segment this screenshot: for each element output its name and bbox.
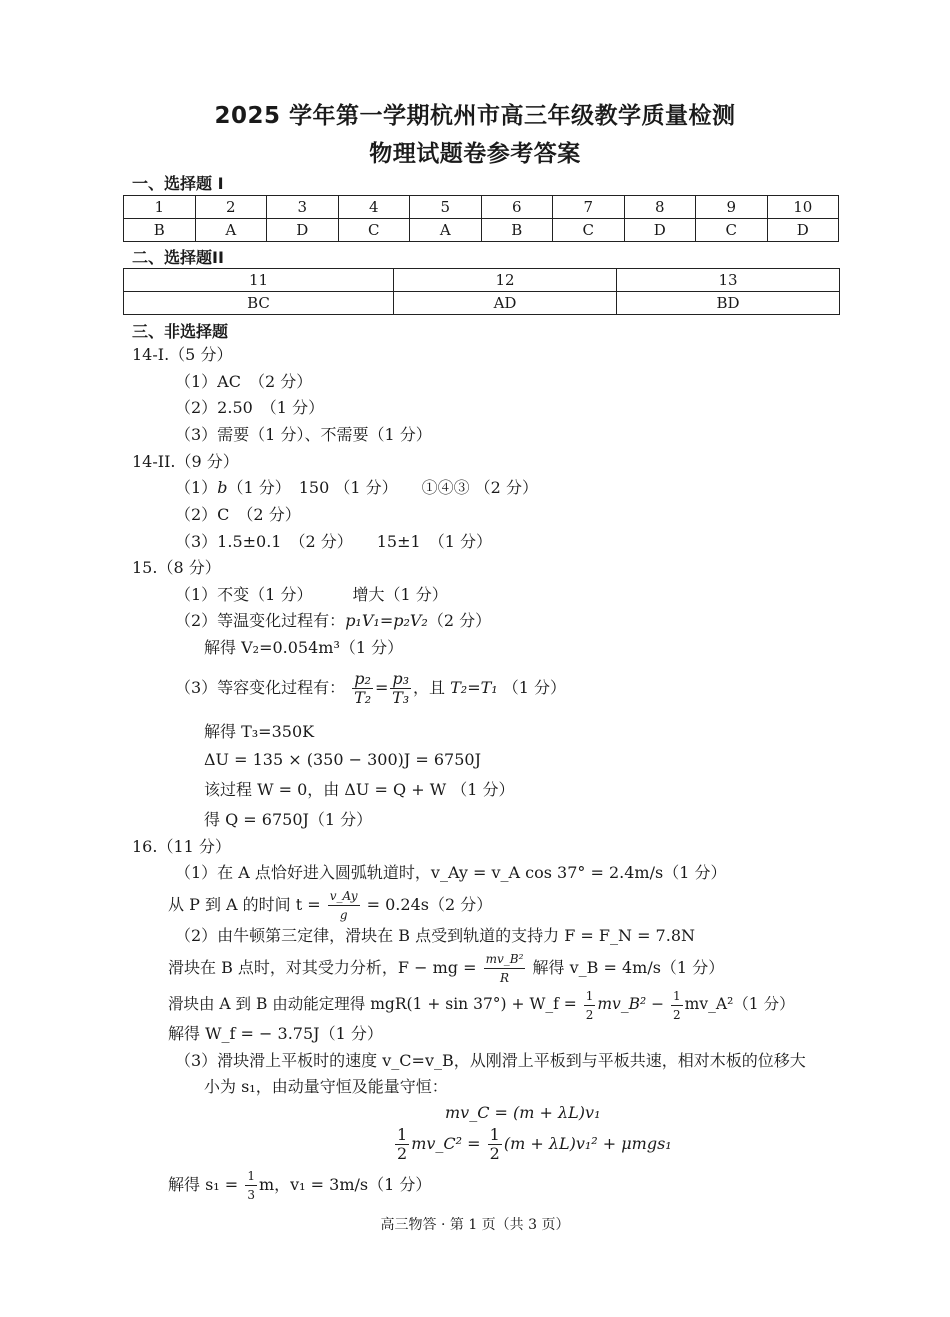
frac-denominator: 2 [489,1144,500,1163]
mc2-answer-table [123,268,840,315]
q15-line2 [175,611,491,631]
answer-cell: C [696,219,768,242]
q16-line11-pre: 解得 s₁ = [168,1175,239,1194]
question-number-cell: 7 [553,196,625,219]
question-number-cell: 5 [410,196,482,219]
q16-line5-post: mv_A²（1 分） [684,995,795,1013]
q15-line4: （3）等容变化过程有： $\frac{\text{p₂}}{\text{T₂}}$ = $\frac{\text{p₃}}{\text{T₃}}$ ，且 T₂=T₁ （1 分） [175,669,567,707]
q15-line3-pre: 解得 [204,638,237,657]
q15-line4-score: （1 分） [502,678,567,697]
q16-fraction-half [395,1126,409,1163]
q14-2-line1-pre: （1） [175,478,218,497]
q14-2-line2: （2）C （2 分） [175,505,301,524]
q16-heading: 16.（11 分） [132,837,231,856]
q16-line6: 解得 W_f = − 3.75J（1 分） [168,1024,383,1043]
q16-fraction-half [671,987,683,1024]
q16-line5-mid: mv_B² − [597,995,665,1013]
q16-line5-pre: 滑块由 A 到 B 由动能定理得 mgR(1 + sin 37°) + W_f = [168,995,577,1013]
answer-cell: D [767,219,839,242]
q15-line2-score: （2 分） [427,611,492,630]
frac-denominator: 2 [585,1007,594,1022]
q14-2-heading: 14-II.（9 分） [132,452,239,471]
frac-denominator: 2 [397,1144,408,1163]
page-title: 2025 学年第一学期杭州市高三年级教学质量检测 [214,103,736,129]
answer-cell: A [195,219,267,242]
q15-line1: （1）不变（1 分） 增大（1 分） [175,585,448,604]
q16-line5 [168,984,795,1024]
frac-denominator: 3 [247,1188,255,1202]
q16-line4-post: 解得 v_B = 4m/s（1 分） [532,958,725,977]
q16-line7: （3）滑块滑上平板时的速度 v_C=v_B，从刚滑上平板到与平板共速，相对木板的位移大 [175,1051,806,1070]
frac-numerator: mv_B² [484,950,526,969]
question-number-cell: 1 [124,196,196,219]
question-number-cell: 9 [696,196,768,219]
frac-numerator: 1 [584,987,596,1006]
q14-1-heading: 14-I.（5 分） [132,345,233,364]
section-heading-mc1: 一、选择题 I [132,174,224,193]
q15-line6: ΔU = 135 × (350 − 300)J = 6750J [204,750,481,769]
q16-line3: （2）由牛顿第三定律，滑块在 B 点受到轨道的支持力 F = F_N = 7.8N [175,926,696,945]
frac-denominator: g [339,908,348,922]
answer-cell: B [481,219,553,242]
answer-cell: D [267,219,339,242]
answer-cell: BC [124,292,394,315]
mc1-answer-table [123,195,839,242]
q15-fraction-1 [352,670,373,707]
q16-line11 [168,1167,431,1204]
frac-denominator: T₃ [392,688,410,707]
question-number-cell: 2 [195,196,267,219]
question-number-cell: 8 [624,196,696,219]
question-number-cell: 6 [481,196,553,219]
frac-numerator: v_Ay [328,887,360,906]
q15-line2-eq: p₁V₁=p₂V₂ [345,611,428,630]
frac-numerator: 1 [397,1125,408,1144]
q15-line3-score: （1 分） [339,638,404,657]
answer-cell: C [553,219,625,242]
q14-2-line1-var: b [217,478,228,497]
q15-line4-pre: （3）等容变化过程有： [175,678,346,697]
frac-denominator: R [500,971,510,985]
q14-1-line2: （2）2.50 （1 分） [175,398,325,417]
q15-line4-mid: ，且 [413,678,446,697]
question-number-cell: 3 [267,196,339,219]
q16-momentum-eq: mv_C = (m + λL)v₁ [445,1103,601,1122]
q15-line8: 得 Q = 6750J（1 分） [204,810,373,829]
q16-line2-post: = 0.24s（2 分） [366,895,493,914]
q16-energy-eq [393,1122,672,1166]
q16-line4 [168,948,724,988]
question-number-cell: 13 [617,269,840,292]
question-number-cell: 12 [394,269,617,292]
q15-line2-pre: （2）等温变化过程有： [175,611,346,630]
q14-2-line1 [175,478,538,498]
answer-cell: AD [394,292,617,315]
q16-fraction-half [488,1126,502,1163]
answer-cell: C [338,219,410,242]
page-subtitle: 物理试题卷参考答案 [369,141,581,167]
frac-denominator: 2 [673,1007,681,1022]
question-number-cell: 10 [767,196,839,219]
q14-1-line1: （1）AC （2 分） [175,372,313,391]
q16-energy-right: (m + λL)v₁² + μmgs₁ [503,1134,672,1153]
frac-numerator: p₂ [354,669,371,688]
q16-fraction-time [328,887,360,924]
q16-fraction-third [245,1167,257,1204]
question-number-cell: 11 [124,269,394,292]
q16-energy-left: mv_C² = [411,1134,481,1153]
page-footer: 高三物答 · 第 1 页（共 3 页） [380,1217,570,1233]
q16-line4-pre: 滑块在 B 点时，对其受力分析，F − mg = [168,958,477,977]
q14-1-line3: （3）需要（1 分）、不需要（1 分） [175,425,432,444]
q16-line11-post: m，v₁ = 3m/s（1 分） [258,1175,432,1194]
q15-line4-eq: T₂=T₁ [450,678,498,697]
frac-denominator: T₂ [354,688,372,707]
q15-line5: 解得 T₃=350K [204,722,315,741]
answer-cell: BD [617,292,840,315]
q15-line7: 该过程 W = 0，由 ΔU = Q + W （1 分） [204,780,515,799]
answer-cell: A [410,219,482,242]
q16-fraction-force [484,950,526,987]
q16-line8: 小为 s₁，由动量守恒及能量守恒： [204,1077,448,1096]
q16-fraction-half [584,987,596,1024]
answer-cell: D [624,219,696,242]
q15-fraction-2 [390,670,411,707]
section-heading-free: 三、非选择题 [132,322,229,341]
frac-numerator: 1 [245,1167,257,1186]
q14-2-line1-rest: （1 分） 150 （1 分） ①④③ （2 分） [227,478,538,497]
answer-cell: B [124,219,196,242]
q15-line3-eq: V₂=0.054m³ [241,638,340,657]
q16-line1: （1）在 A 点恰好进入圆弧轨道时，v_Ay = v_A cos 37° = 2.4m/s（1 分） [175,863,727,882]
frac-numerator: p₃ [392,669,409,688]
q15-heading: 15.（8 分） [132,558,221,577]
frac-numerator: 1 [671,987,683,1006]
section-heading-mc2: 二、选择题II [132,248,224,267]
q15-line3 [204,638,403,658]
q14-2-line3: （3）1.5±0.1 （2 分） 15±1 （1 分） [175,532,492,551]
question-number-cell: 4 [338,196,410,219]
frac-numerator: 1 [489,1125,500,1144]
q16-line2 [168,885,492,925]
q16-line2-pre: 从 P 到 A 的时间 t = [168,895,321,914]
